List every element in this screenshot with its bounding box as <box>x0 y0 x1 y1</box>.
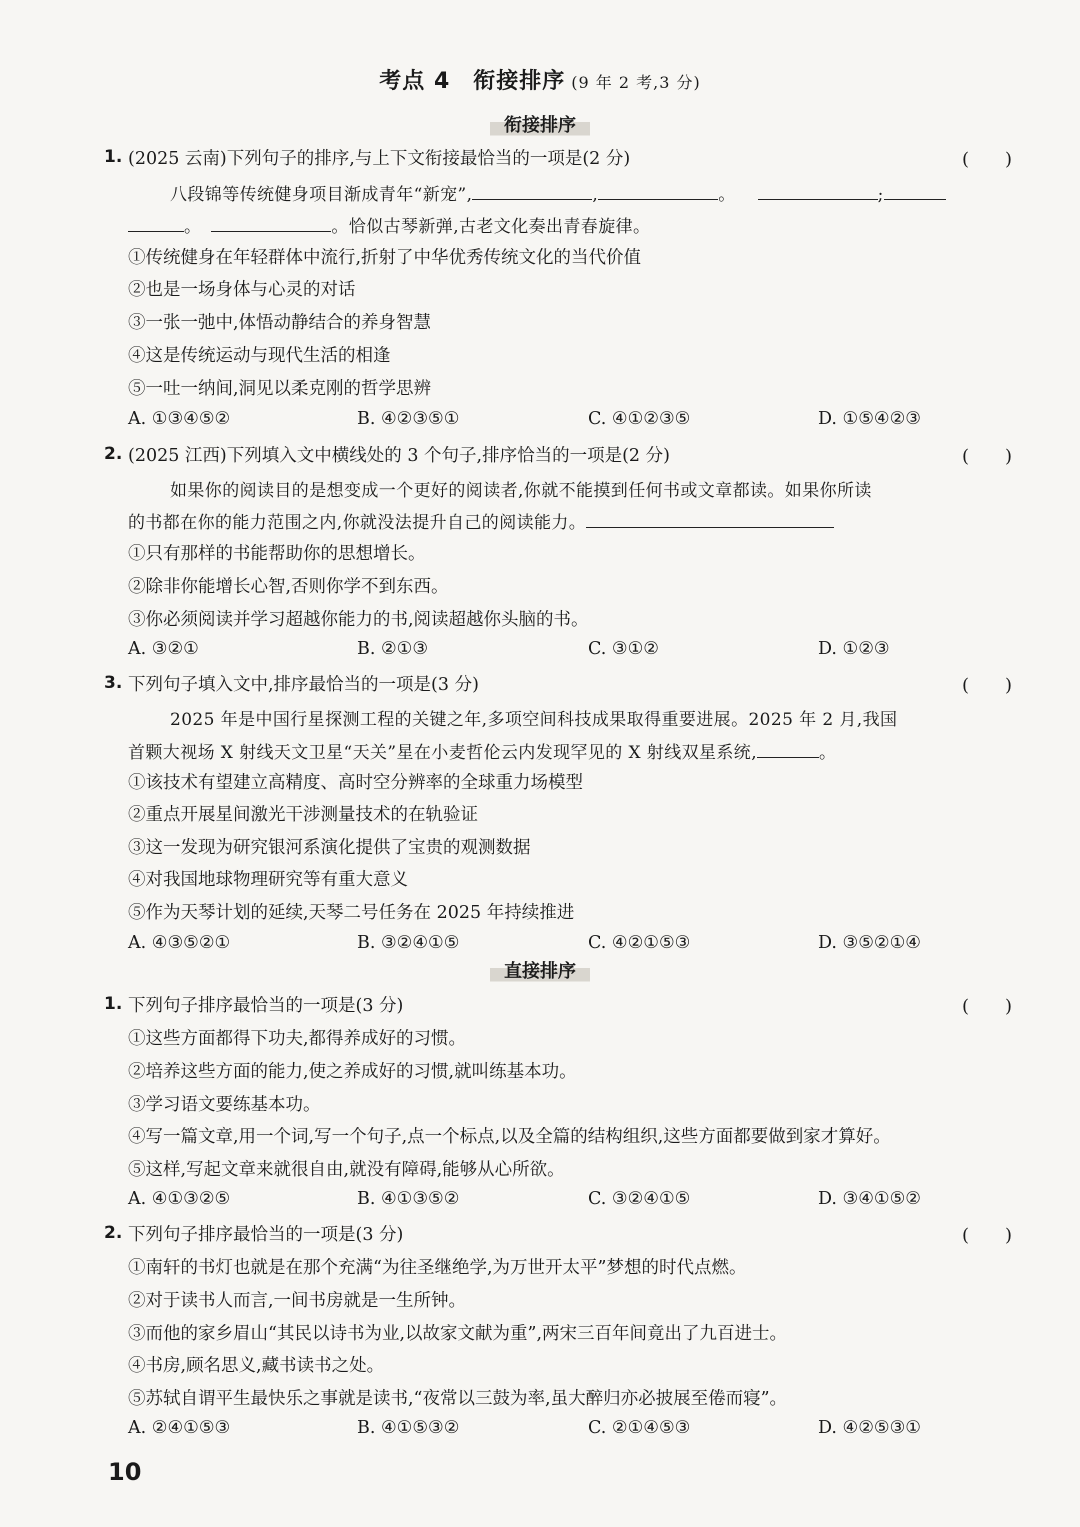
passage-line: 八段锦等传统健身项目渐成青年“新宠”, , 。 ; <box>170 180 946 205</box>
passage-line: 如果你的阅读目的是想变成一个更好的阅读者,你就不能摸到任何书或文章都读。如果你所读 <box>170 481 872 501</box>
option-d[interactable]: D. ①②③ <box>818 639 890 659</box>
sentence-item: ①南轩的书灯也就是在那个充满“为往圣继绝学,为万世开太平”梦想的时代点燃。 <box>128 1258 747 1278</box>
question-number: 2. <box>104 444 123 464</box>
page-title <box>0 64 1080 95</box>
answer-blank[interactable] <box>598 181 718 200</box>
passage-line: 首颗大视场 X 射线天文卫星“天关”星在小麦哲伦云内发现罕见的 X 射线双星系统, 。 <box>128 738 836 763</box>
answer-blank[interactable] <box>884 181 946 200</box>
answer-blank[interactable] <box>757 739 819 758</box>
sentence-item: ③这一发现为研究银河系演化提供了宝贵的观测数据 <box>128 838 531 858</box>
option-c[interactable]: C. ④②①⑤③ <box>588 933 691 953</box>
passage-line: 2025 年是中国行星探测工程的关键之年,多项空间科技成果取得重要进展。2025 年 2 月,我国 <box>170 710 898 730</box>
section-heading-2: 直接排序 <box>0 956 1080 986</box>
option-a[interactable]: A. ④③⑤②① <box>128 933 231 953</box>
sentence-item: ③学习语文要练基本功。 <box>128 1095 321 1115</box>
sentence-item: ①这些方面都得下功夫,都得养成好的习惯。 <box>128 1029 467 1049</box>
sentence-item: ①只有那样的书能帮助你的思想增长。 <box>128 544 426 564</box>
answer-blank[interactable] <box>758 181 878 200</box>
sentence-item: ⑤作为天琴计划的延续,天琴二号任务在 2025 年持续推进 <box>128 903 575 923</box>
question-stem: 下列句子排序最恰当的一项是(3 分) <box>128 1225 404 1245</box>
option-b[interactable]: B. ③②④①⑤ <box>357 933 460 953</box>
sentence-item: ④对我国地球物理研究等有重大意义 <box>128 870 408 890</box>
answer-blank[interactable] <box>211 213 331 232</box>
answer-blank[interactable] <box>472 181 592 200</box>
option-c[interactable]: C. ③①② <box>588 639 659 659</box>
answer-bracket[interactable]: ( ) <box>962 149 1013 170</box>
sentence-item: ④写一篇文章,用一个词,写一个句子,点一个标点,以及全篇的结构组织,这些方面都要做到家才算好。 <box>128 1127 891 1147</box>
question-stem: (2025 江西)下列填入文中横线处的 3 个句子,排序恰当的一项是(2 分) <box>128 446 670 466</box>
title-text: 考点 4 衔接排序 <box>379 69 566 94</box>
question-stem: 下列句子排序最恰当的一项是(3 分) <box>128 996 404 1016</box>
sentence-item: ①传统健身在年轻群体中流行,折射了中华优秀传统文化的当代价值 <box>128 248 642 268</box>
sentence-item: ⑤这样,写起文章来就很自由,就没有障碍,能够从心所欲。 <box>128 1160 565 1180</box>
sentence-item: ①该技术有望建立高精度、高时空分辨率的全球重力场模型 <box>128 773 583 793</box>
question-stem: 下列句子填入文中,排序最恰当的一项是(3 分) <box>128 675 479 695</box>
question-stem: (2025 云南)下列句子的排序,与上下文衔接最恰当的一项是(2 分) <box>128 149 631 169</box>
option-c[interactable]: C. ②①④⑤③ <box>588 1418 691 1438</box>
answer-bracket[interactable]: ( ) <box>962 1225 1013 1246</box>
sentence-item: ②重点开展星间激光干涉测量技术的在轨验证 <box>128 805 478 825</box>
question-number: 1. <box>104 147 123 167</box>
answer-blank[interactable] <box>586 509 834 528</box>
option-a[interactable]: A. ③②① <box>128 639 199 659</box>
option-b[interactable]: B. ④②③⑤① <box>357 409 460 429</box>
sentence-item: ②培养这些方面的能力,使之养成好的习惯,就叫练基本功。 <box>128 1062 577 1082</box>
sentence-item: ②对于读书人而言,一间书房就是一生所钟。 <box>128 1291 467 1311</box>
answer-blank[interactable] <box>128 213 184 232</box>
option-a[interactable]: A. ①③④⑤② <box>128 409 231 429</box>
option-c[interactable]: C. ③②④①⑤ <box>588 1189 691 1209</box>
title-note: (9 年 2 考,3 分) <box>571 73 701 92</box>
option-d[interactable]: D. ③④①⑤② <box>818 1189 921 1209</box>
question-number: 2. <box>104 1223 123 1243</box>
question-number: 1. <box>104 994 123 1014</box>
sentence-item: ④书房,顾名思义,藏书读书之处。 <box>128 1356 385 1376</box>
sentence-item: ③而他的家乡眉山“其民以诗书为业,以故家文献为重”,两宋三百年间竟出了九百进士。 <box>128 1324 788 1344</box>
option-d[interactable]: D. ④②⑤③① <box>818 1418 921 1438</box>
option-a[interactable]: A. ②④①⑤③ <box>128 1418 231 1438</box>
sentence-item: ④这是传统运动与现代生活的相逢 <box>128 346 391 366</box>
option-b[interactable]: B. ②①③ <box>357 639 429 659</box>
sentence-item: ②除非你能增长心智,否则你学不到东西。 <box>128 577 449 597</box>
answer-bracket[interactable]: ( ) <box>962 675 1013 696</box>
option-d[interactable]: D. ③⑤②①④ <box>818 933 921 953</box>
option-c[interactable]: C. ④①②③⑤ <box>588 409 691 429</box>
sentence-item: ③你必须阅读并学习超越你能力的书,阅读超越你头脑的书。 <box>128 610 589 630</box>
sentence-item: ⑤苏轼自谓平生最快乐之事就是读书,“夜常以三鼓为率,虽大醉归亦必披展至倦而寝”。 <box>128 1389 788 1409</box>
sentence-item: ②也是一场身体与心灵的对话 <box>128 280 356 300</box>
question-number: 3. <box>104 673 123 693</box>
passage-line: 的书都在你的能力范围之内,你就没法提升自己的阅读能力。 <box>128 508 834 533</box>
option-b[interactable]: B. ④①⑤③② <box>357 1418 460 1438</box>
answer-bracket[interactable]: ( ) <box>962 446 1013 467</box>
sentence-item: ③一张一弛中,体悟动静结合的养身智慧 <box>128 313 432 333</box>
answer-bracket[interactable]: ( ) <box>962 996 1013 1017</box>
option-b[interactable]: B. ④①③⑤② <box>357 1189 460 1209</box>
page-number: 10 <box>108 1458 142 1486</box>
sentence-item: ⑤一吐一纳间,洞见以柔克刚的哲学思辨 <box>128 379 432 399</box>
option-d[interactable]: D. ①⑤④②③ <box>818 409 921 429</box>
passage-line: 。 。恰似古琴新弹,古老文化奏出青春旋律。 <box>128 212 650 237</box>
option-a[interactable]: A. ④①③②⑤ <box>128 1189 231 1209</box>
section-heading-1: 衔接排序 <box>0 110 1080 140</box>
